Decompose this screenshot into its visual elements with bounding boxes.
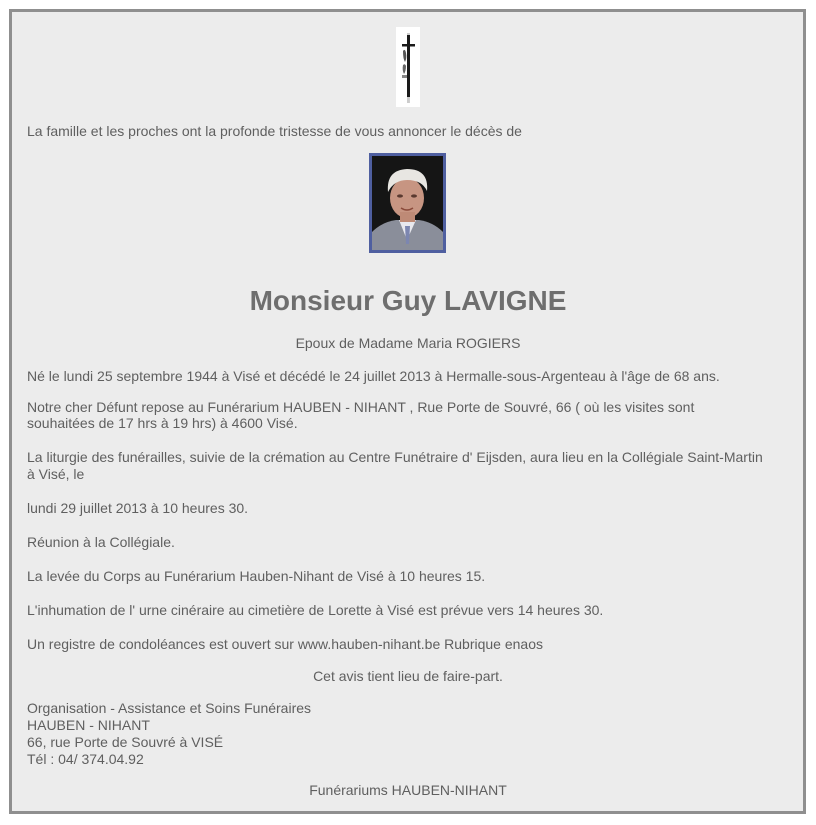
deceased-name: Monsieur Guy LAVIGNE bbox=[249, 285, 567, 316]
meeting-line: Réunion à la Collégiale. bbox=[27, 534, 175, 550]
organisation-title: Organisation - Assistance et Soins Funéraires bbox=[27, 700, 312, 716]
ceremony-date: lundi 29 juillet 2013 à 10 heures 30. bbox=[27, 500, 249, 516]
organisation-name: HAUBEN - NIHANT bbox=[27, 717, 150, 733]
liturgy-line-1: La liturgie des funérailles, suivie de la crémation au Centre Funétraire d' Eijsden, aura lieu en la Collégiale Saint-Martin bbox=[27, 449, 763, 465]
burial-line: L'inhumation de l' urne cinéraire au cimetière de Lorette à Visé est prévue vers 14 heures 30. bbox=[27, 602, 604, 618]
notice-line: Cet avis tient lieu de faire-part. bbox=[313, 668, 503, 684]
birth-death-line: Né le lundi 25 septembre 1944 à Visé et décédé le 24 juillet 2013 à Hermalle-sous-Argenteau à l'âge de 68 ans. bbox=[27, 368, 720, 384]
portrait-photo bbox=[369, 153, 446, 253]
organisation-phone: Tél : 04/ 374.04.92 bbox=[27, 751, 144, 767]
procession-line: La levée du Corps au Funérarium Hauben-Nihant de Visé à 10 heures 15. bbox=[27, 568, 486, 584]
condolences-line: Un registre de condoléances est ouvert sur www.hauben-nihant.be Rubrique enaos bbox=[27, 636, 543, 652]
intro-text: La famille et les proches ont la profonde tristesse de vous annoncer le décès de bbox=[27, 123, 522, 139]
cross-emblem-icon bbox=[396, 27, 420, 107]
footer-signature: Funérariums HAUBEN-NIHANT bbox=[309, 782, 507, 798]
liturgy-line-2: à Visé, le bbox=[27, 466, 85, 482]
rest-line-2: souhaitées de 17 hrs à 19 hrs) à 4600 Visé. bbox=[27, 415, 298, 431]
rest-line-1: Notre cher Défunt repose au Funérarium HAUBEN - NIHANT , Rue Porte de Souvré, 66 ( où les visites sont bbox=[27, 399, 695, 415]
spouse-line: Epoux de Madame Maria ROGIERS bbox=[295, 335, 521, 351]
organisation-address: 66, rue Porte de Souvré à VISÉ bbox=[27, 734, 224, 750]
